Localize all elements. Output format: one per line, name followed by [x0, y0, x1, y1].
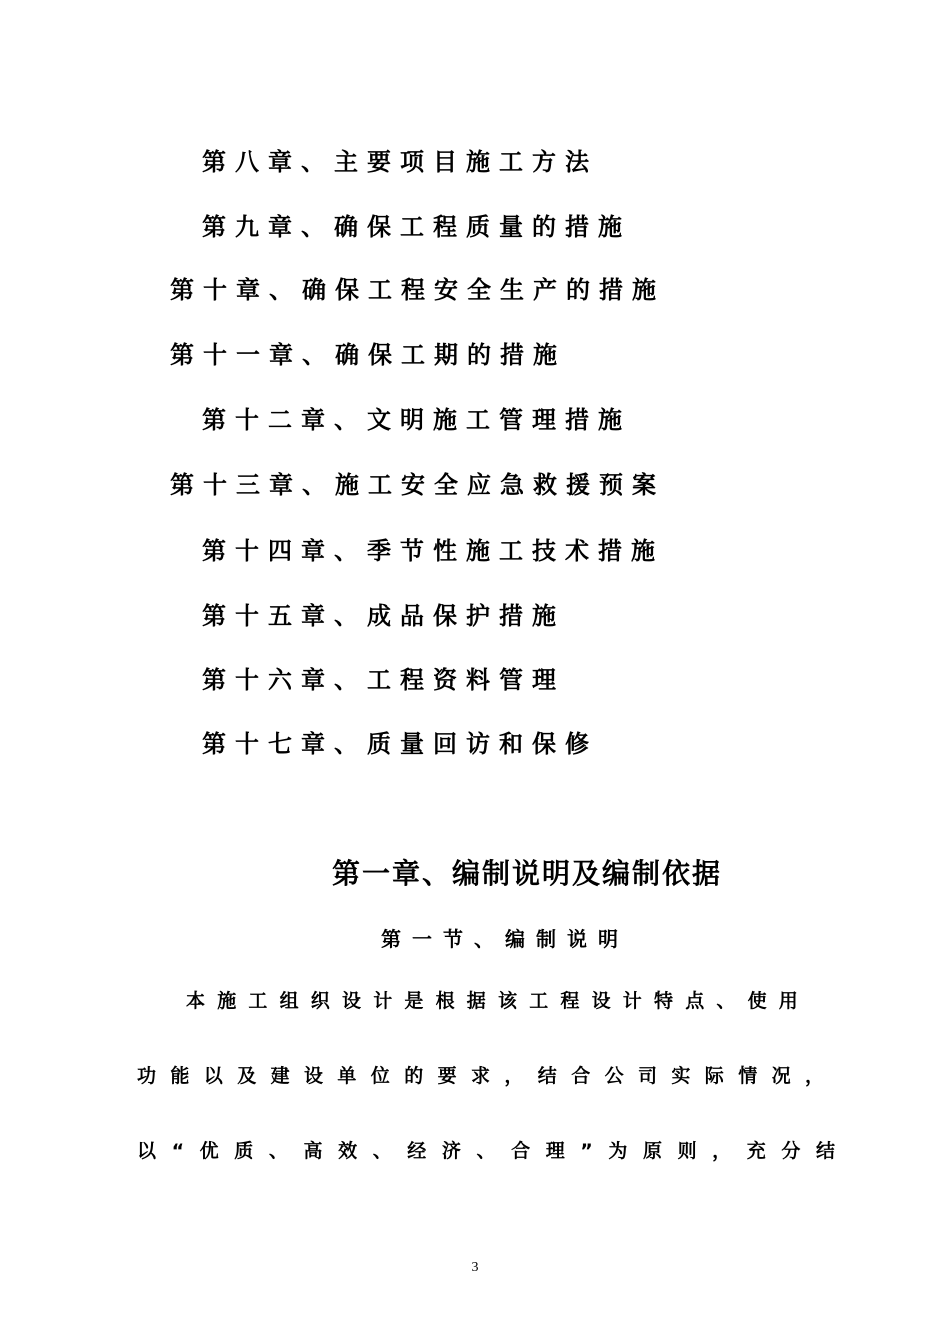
chapter-title: 第一章、编制说明及编制依据: [332, 857, 723, 890]
body-line: 以“优质、高效、经济、合理”为原则，充分结: [137, 1140, 851, 1162]
toc-item: 第八章、主要项目施工方法: [202, 148, 598, 176]
toc-item: 第十章、确保工程安全生产的措施: [170, 276, 665, 304]
toc-item: 第九章、确保工程质量的措施: [202, 213, 631, 241]
body-line: 本施工组织设计是根据该工程设计特点、使用: [186, 990, 811, 1012]
page-number: 3: [471, 1260, 479, 1275]
body-line: 功能以及建设单位的要求，结合公司实际情况，: [137, 1065, 839, 1087]
toc-item: 第十二章、文明施工管理措施: [202, 406, 631, 434]
toc-item: 第十五章、成品保护措施: [202, 602, 565, 630]
toc-item: 第十四章、季节性施工技术措施: [202, 537, 664, 565]
section-title: 第一节、编制说明: [381, 927, 629, 951]
toc-item: 第十三章、施工安全应急救援预案: [170, 471, 665, 499]
toc-item: 第十七章、质量回访和保修: [202, 730, 598, 758]
toc-item: 第十一章、确保工期的措施: [170, 341, 566, 369]
toc-item: 第十六章、工程资料管理: [202, 666, 565, 694]
